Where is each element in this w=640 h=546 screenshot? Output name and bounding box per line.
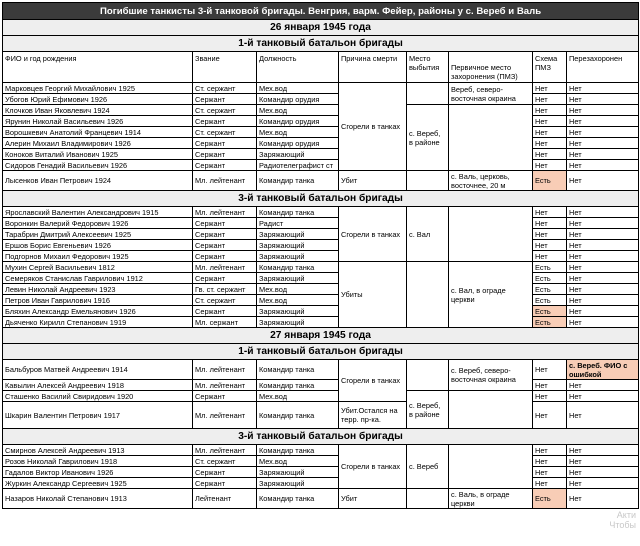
cell-rebur: Нет [567,229,639,240]
cell-rank: Сержант [193,251,257,262]
table-row [3,360,639,380]
cell-scheme: Есть [533,171,567,191]
cell-rank: Мл. лейтенант [193,380,257,391]
cell-role: Командир орудия [257,138,339,149]
cell-name: Сидоров Генадий Васильевич 1926 [3,160,193,171]
table-row [3,489,639,509]
cell-role: Заряжающий [257,317,339,328]
cell-cause: Сгорели в танках [339,445,407,489]
cell-rebur: Нет [567,445,639,456]
cell-scheme: Нет [533,160,567,171]
cell-cause: Убит [339,489,407,509]
cell-name: Коноков Виталий Иванович 1925 [3,149,193,160]
cell-role: Радиотелеграфист ст [257,160,339,171]
table-row [3,273,639,284]
cell-scheme: Нет [533,456,567,467]
table-row [3,160,639,171]
cell-rank: Мл. сержант [193,317,257,328]
header-cause: Причина смерти [339,52,407,83]
table-row [3,218,639,229]
cell-scheme: Есть [533,262,567,273]
battalion-header: 1-й танковый батальон бригады [3,36,639,52]
cell-rank: Сержант [193,240,257,251]
header-scheme: Схема ПМЗ [533,52,567,83]
page-title: Погибшие танкисты 3-й танковой бригады. Венгрия, варм. Фейер, районы у с. Вереб и Валь [3,3,639,20]
cell-role: Заряжающий [257,149,339,160]
cell-rebur: Нет [567,402,639,429]
cell-scheme: Нет [533,380,567,391]
cell-scheme: Нет [533,116,567,127]
table-row [3,138,639,149]
cell-rebur: Нет [567,456,639,467]
cell-rank: Сержант [193,273,257,284]
cell-pmz-empty [449,391,533,429]
cell-cause: Сгорели в танках [339,360,407,402]
cell-scheme: Нет [533,445,567,456]
cell-rank: Сержант [193,306,257,317]
cell-rank: Мл. лейтенант [193,171,257,191]
cell-scheme: Есть [533,306,567,317]
cell-name: Смирнов Алексей Андреевич 1913 [3,445,193,456]
cell-role: Командир танка [257,402,339,429]
date-header: 26 января 1945 года [3,20,639,36]
cell-role: Заряжающий [257,240,339,251]
cell-role: Заряжающий [257,273,339,284]
watermark-line1: Акти [616,510,636,520]
table-row [3,445,639,456]
cell-rank: Ст. сержант [193,295,257,306]
header-name: ФИО и год рождения [3,52,193,83]
cell-rebur: Нет [567,127,639,138]
cell-place: с. Вереб [407,445,449,489]
cell-rank: Сержант [193,229,257,240]
cell-rebur: Нет [567,207,639,218]
cell-rebur: Нет [567,295,639,306]
battalion-header: 3-й танковый батальон бригады [3,191,639,207]
cell-place-empty [407,360,449,391]
cell-scheme: Есть [533,295,567,306]
cell-cause: Убит.Остался на терр. пр-ка. [339,402,407,429]
cell-rank: Сержант [193,160,257,171]
cell-name: Марковцев Георгий Михайлович 1925 [3,83,193,94]
cell-role: Командир танка [257,360,339,380]
table-row [3,467,639,478]
cell-rank: Сержант [193,218,257,229]
cell-scheme: Есть [533,273,567,284]
table-row [3,262,639,273]
cell-name: Сташенко Василий Свиридович 1920 [3,391,193,402]
cell-role: Командир танка [257,262,339,273]
header-rank: Звание [193,52,257,83]
battalion-header: 3-й танковый батальон бригады [3,429,639,445]
cell-name: Ворошкевич Анатолий Францевич 1914 [3,127,193,138]
table-row [3,295,639,306]
cell-pmz: с. Валь, в ограде церкви [449,489,533,509]
cell-rebur: Нет [567,467,639,478]
cell-place: с. Вал [407,207,449,262]
cell-name: Алерин Михаил Владимирович 1926 [3,138,193,149]
header-rebur: Перезахоронен [567,52,639,83]
cell-name: Убогов Юрий Ефимович 1926 [3,94,193,105]
cell-rank: Гв. ст. сержант [193,284,257,295]
cell-name: Семеряков Станислав Гаврилович 1912 [3,273,193,284]
cell-name: Лысенков Иван Петрович 1924 [3,171,193,191]
cell-rebur: Нет [567,251,639,262]
cell-cause: Убит [339,171,407,191]
table-row [3,317,639,328]
cell-rebur: Нет [567,380,639,391]
cell-cause: Убиты [339,262,407,328]
cell-rank: Ст. сержант [193,83,257,94]
cell-scheme: Нет [533,402,567,429]
cell-scheme: Нет [533,467,567,478]
table-row [3,240,639,251]
cell-rank: Сержант [193,94,257,105]
cell-name: Ярунин Николай Васильевич 1926 [3,116,193,127]
cell-rebur: Нет [567,83,639,94]
cell-role: Мех.вод [257,105,339,116]
cell-rebur: Нет [567,284,639,295]
cell-rank: Мл. лейтенант [193,445,257,456]
cell-rank: Мл. лейтенант [193,360,257,380]
cell-place: с. Вереб, в районе [407,391,449,429]
table-row [3,116,639,127]
cell-name: Розов Николай Гаврилович 1918 [3,456,193,467]
cell-name: Дьяченко Кирилл Степанович 1919 [3,317,193,328]
table-row [3,284,639,295]
cell-role: Радист [257,218,339,229]
cell-rank: Ст. сержант [193,127,257,138]
cell-name: Кавылин Алексей Андреевич 1918 [3,380,193,391]
cell-rebur: с. Вереб. ФИО с ошибкой [567,360,639,380]
cell-name: Подгорнов Михаил Федорович 1925 [3,251,193,262]
cell-name: Ершов Борис Евгеньевич 1926 [3,240,193,251]
cell-role: Мех.вод [257,127,339,138]
cell-role: Мех.вод [257,456,339,467]
cell-name: Мухин Сергей Васильевич 1812 [3,262,193,273]
header-role: Должность [257,52,339,83]
table-row [3,456,639,467]
cell-name: Клочков Иван Яковлевич 1924 [3,105,193,116]
casualty-table [2,2,639,509]
table-row [3,229,639,240]
cell-role: Командир орудия [257,116,339,127]
cell-name: Тарабрин Дмитрий Алексеевич 1925 [3,229,193,240]
cell-place-empty [407,171,449,191]
table-row [3,478,639,489]
cell-rank: Сержант [193,138,257,149]
cell-scheme: Нет [533,127,567,138]
cell-pmz-empty [449,105,533,171]
cell-role: Заряжающий [257,467,339,478]
table-row [3,105,639,116]
cell-role: Заряжающий [257,478,339,489]
cell-rebur: Нет [567,262,639,273]
cell-scheme: Нет [533,391,567,402]
cell-role: Командир танка [257,207,339,218]
cell-rebur: Нет [567,478,639,489]
cell-role: Мех.вод [257,284,339,295]
cell-rebur: Нет [567,306,639,317]
cell-place-empty [407,83,449,105]
table-row [3,83,639,94]
cell-pmz: с. Валь, церковь, восточнее, 20 м [449,171,533,191]
table-row [3,94,639,105]
cell-scheme: Нет [533,105,567,116]
cell-scheme: Есть [533,317,567,328]
table-row [3,380,639,391]
cell-role: Заряжающий [257,229,339,240]
cell-rank: Сержант [193,467,257,478]
cell-name: Бальбуров Матвей Андреевич 1914 [3,360,193,380]
cell-rebur: Нет [567,171,639,191]
cell-pmz-empty [449,445,533,489]
cell-name: Ярославский Валентин Александрович 1915 [3,207,193,218]
cell-role: Заряжающий [257,306,339,317]
cell-rank: Сержант [193,478,257,489]
cell-cause: Сгорели в танках [339,83,407,171]
cell-name: Левин Николай Андреевич 1923 [3,284,193,295]
column-headers [3,52,639,83]
cell-role: Командир орудия [257,94,339,105]
table-row [3,207,639,218]
cell-role: Командир танка [257,171,339,191]
cell-rebur: Нет [567,160,639,171]
cell-place-empty [407,489,449,509]
watermark-line2: Чтобы [609,520,636,530]
cell-scheme: Нет [533,207,567,218]
table-row [3,127,639,138]
cell-rebur: Нет [567,273,639,284]
table-row [3,306,639,317]
cell-scheme: Есть [533,284,567,295]
cell-rebur: Нет [567,218,639,229]
cell-scheme: Нет [533,478,567,489]
cell-pmz: Вереб, северо-восточная окраина [449,83,533,105]
watermark [609,510,636,530]
cell-rank: Мл. лейтенант [193,262,257,273]
cell-rank: Сержант [193,149,257,160]
cell-role: Мех.вод [257,391,339,402]
cell-cause: Сгорели в танках [339,207,407,262]
cell-role: Командир танка [257,445,339,456]
cell-name: Бляхин Александр Емельянович 1926 [3,306,193,317]
cell-scheme: Нет [533,240,567,251]
cell-name: Журкин Александр Сергеевич 1925 [3,478,193,489]
cell-rebur: Нет [567,149,639,160]
cell-pmz: с. Вал, в ограде церкви [449,262,533,328]
cell-scheme: Есть [533,489,567,509]
cell-rank: Сержант [193,391,257,402]
header-place: Место выбытия [407,52,449,83]
cell-rank: Сержант [193,116,257,127]
cell-scheme: Нет [533,229,567,240]
cell-place-empty [407,262,449,328]
cell-rebur: Нет [567,105,639,116]
cell-role: Заряжающий [257,251,339,262]
cell-scheme: Нет [533,138,567,149]
cell-rebur: Нет [567,138,639,149]
table-row [3,171,639,191]
cell-scheme: Нет [533,94,567,105]
cell-name: Петров Иван Гаврилович 1916 [3,295,193,306]
cell-role: Мех.вод [257,295,339,306]
date-header: 27 января 1945 года [3,328,639,344]
cell-rebur: Нет [567,391,639,402]
table-row [3,402,639,429]
cell-name: Воронкин Валерий Федорович 1926 [3,218,193,229]
cell-place: с. Вереб, в районе [407,105,449,171]
cell-rank: Ст. сержант [193,456,257,467]
cell-role: Мех.вод [257,83,339,94]
table-row [3,149,639,160]
cell-rebur: Нет [567,489,639,509]
cell-scheme: Нет [533,360,567,380]
cell-rank: Мл. лейтенант [193,402,257,429]
cell-name: Назаров Николай Степанович 1913 [3,489,193,509]
table-row [3,251,639,262]
cell-scheme: Нет [533,251,567,262]
cell-rebur: Нет [567,317,639,328]
cell-pmz: с. Вереб, северо-восточная окраина [449,360,533,391]
cell-rank: Лейтенант [193,489,257,509]
cell-scheme: Нет [533,218,567,229]
cell-scheme: Нет [533,149,567,160]
cell-rank: Мл. лейтенант [193,207,257,218]
battalion-header: 1-й танковый батальон бригады [3,344,639,360]
cell-name: Гадалов Виктор Иванович 1926 [3,467,193,478]
table-row [3,391,639,402]
cell-rebur: Нет [567,240,639,251]
cell-name: Шкарин Валентин Петрович 1917 [3,402,193,429]
cell-rank: Ст. сержант [193,105,257,116]
cell-role: Командир танка [257,489,339,509]
cell-pmz-empty [449,207,533,262]
cell-rebur: Нет [567,116,639,127]
cell-rebur: Нет [567,94,639,105]
header-pmz: Первичное место захоронения (ПМЗ) [449,52,533,83]
cell-scheme: Нет [533,83,567,94]
cell-role: Командир танка [257,380,339,391]
